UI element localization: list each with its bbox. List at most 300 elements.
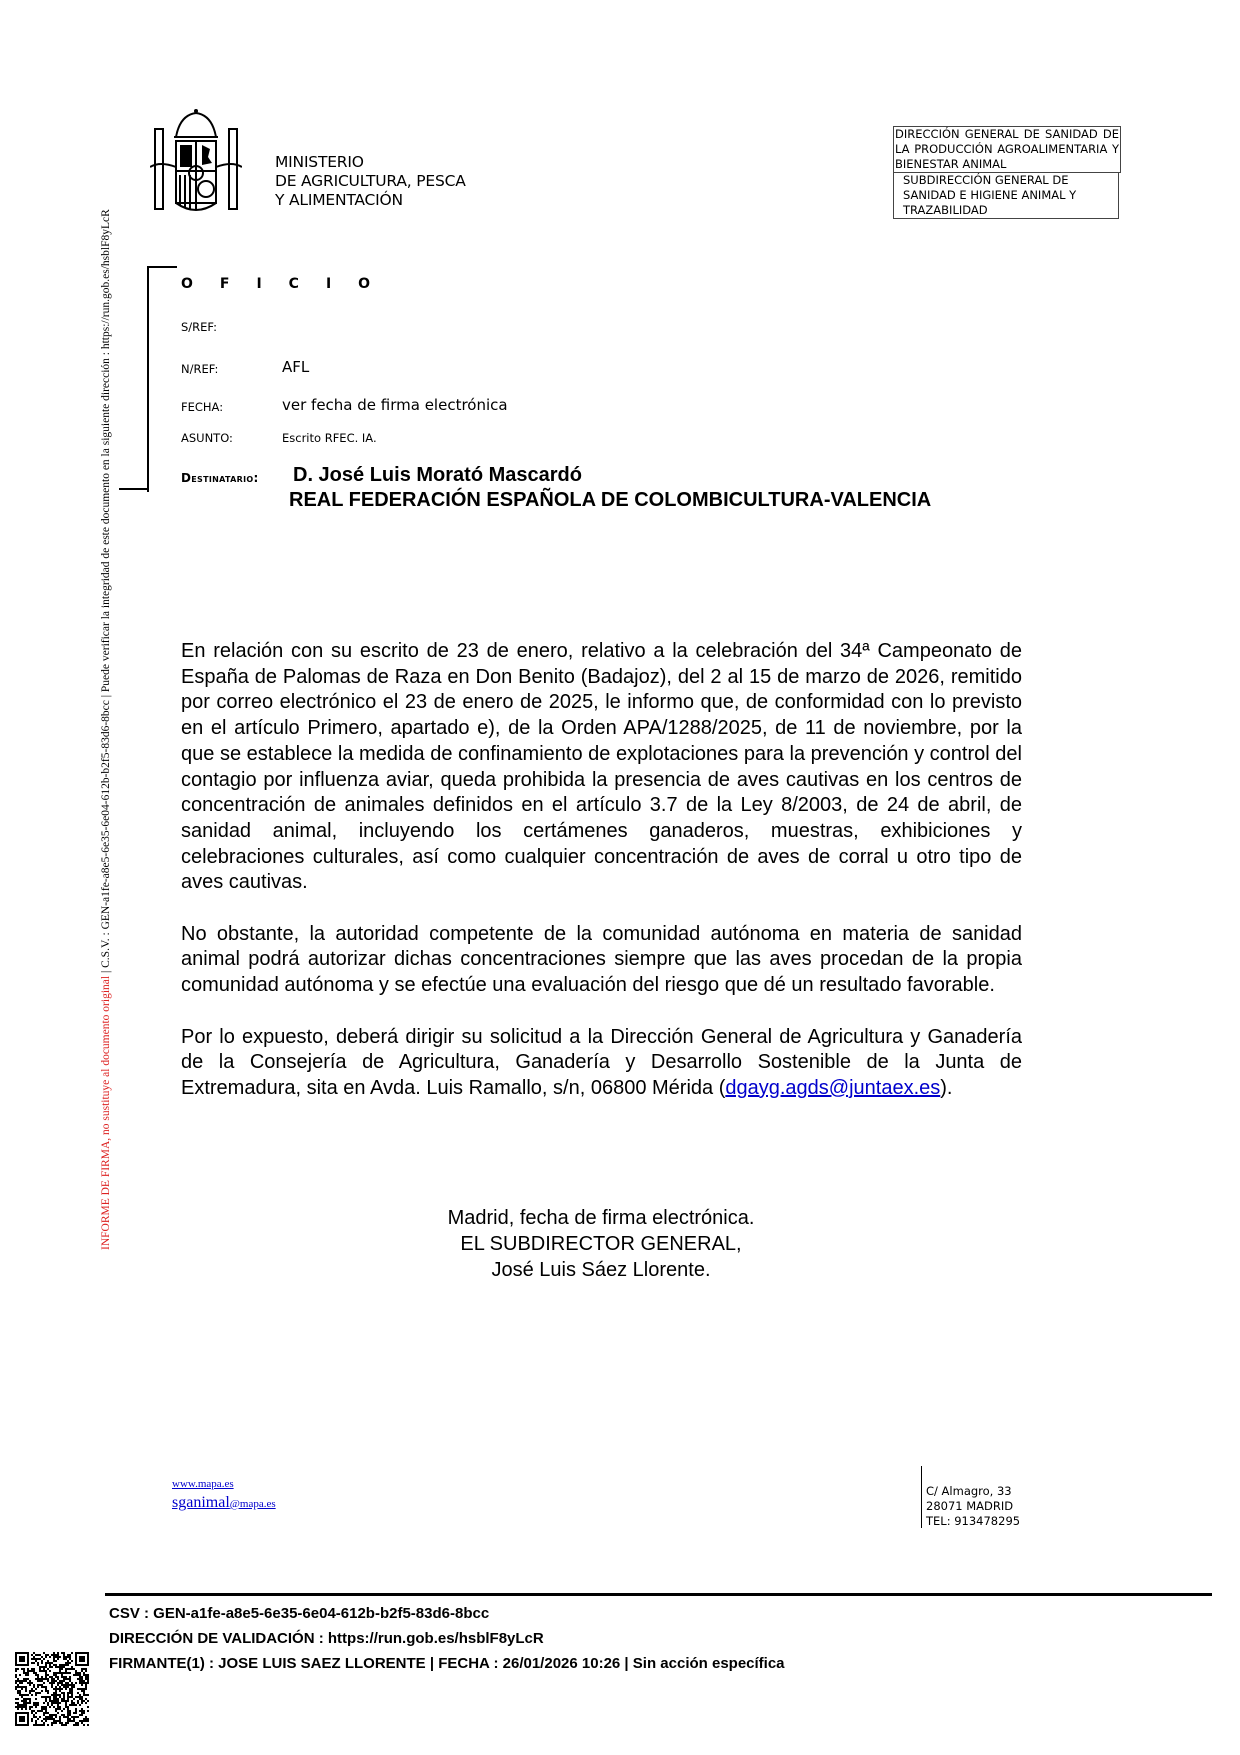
qr-module bbox=[49, 1706, 51, 1708]
qr-module bbox=[25, 1702, 27, 1704]
qr-module bbox=[47, 1716, 49, 1718]
qr-module bbox=[17, 1680, 19, 1682]
qr-module bbox=[35, 1672, 37, 1674]
qr-module bbox=[59, 1688, 61, 1690]
qr-module bbox=[43, 1712, 45, 1714]
qr-module bbox=[65, 1670, 67, 1672]
qr-module bbox=[69, 1714, 71, 1716]
qr-module bbox=[57, 1652, 59, 1654]
qr-module bbox=[23, 1694, 25, 1696]
qr-module bbox=[31, 1690, 33, 1692]
qr-module bbox=[65, 1684, 67, 1686]
qr-module bbox=[15, 1698, 17, 1700]
qr-module bbox=[67, 1678, 69, 1680]
nref-label: N/REF: bbox=[181, 362, 219, 376]
qr-module bbox=[57, 1706, 59, 1708]
qr-module bbox=[45, 1662, 47, 1664]
qr-module bbox=[45, 1708, 47, 1710]
qr-module bbox=[63, 1676, 65, 1678]
qr-module bbox=[55, 1708, 57, 1710]
qr-module bbox=[43, 1682, 45, 1684]
qr-module bbox=[23, 1702, 25, 1704]
qr-module bbox=[51, 1724, 53, 1726]
qr-module bbox=[85, 1686, 87, 1688]
qr-module bbox=[33, 1652, 35, 1654]
qr-module bbox=[67, 1716, 69, 1718]
qr-module bbox=[33, 1670, 35, 1672]
qr-module bbox=[51, 1684, 53, 1686]
qr-module bbox=[77, 1716, 79, 1718]
qr-module bbox=[77, 1678, 79, 1680]
qr-module bbox=[53, 1674, 55, 1676]
qr-module bbox=[75, 1696, 77, 1698]
qr-module bbox=[63, 1716, 65, 1718]
footer-rule bbox=[105, 1593, 1212, 1596]
qr-module bbox=[69, 1684, 71, 1686]
qr-module bbox=[37, 1710, 39, 1712]
qr-module bbox=[45, 1706, 47, 1708]
qr-module bbox=[43, 1706, 45, 1708]
qr-module bbox=[61, 1680, 63, 1682]
qr-module bbox=[37, 1692, 39, 1694]
qr-module bbox=[67, 1706, 69, 1708]
email-domain: @mapa.es bbox=[229, 1498, 276, 1510]
qr-module bbox=[57, 1712, 59, 1714]
signature-block bbox=[301, 1205, 901, 1283]
qr-module bbox=[47, 1678, 49, 1680]
qr-module bbox=[47, 1680, 49, 1682]
qr-module bbox=[67, 1668, 69, 1670]
side-verification-text bbox=[100, 110, 112, 1250]
qr-module bbox=[77, 1692, 79, 1694]
qr-module bbox=[19, 1680, 21, 1682]
qr-module bbox=[81, 1710, 83, 1712]
contact-email-link[interactable] bbox=[172, 1494, 276, 1511]
qr-module bbox=[49, 1700, 51, 1702]
qr-module bbox=[65, 1704, 67, 1706]
qr-module bbox=[55, 1672, 57, 1674]
qr-module bbox=[59, 1706, 61, 1708]
qr-module bbox=[61, 1688, 63, 1690]
qr-module bbox=[39, 1658, 41, 1660]
qr-module bbox=[55, 1654, 57, 1656]
qr-module bbox=[33, 1724, 35, 1726]
qr-module bbox=[31, 1710, 33, 1712]
qr-module bbox=[35, 1724, 37, 1726]
ministry-line: DE AGRICULTURA, PESCA bbox=[275, 172, 466, 190]
qr-module bbox=[55, 1702, 57, 1704]
qr-module bbox=[73, 1686, 75, 1688]
qr-module bbox=[43, 1696, 45, 1698]
qr-module bbox=[79, 1678, 81, 1680]
qr-module bbox=[45, 1666, 47, 1668]
qr-module bbox=[45, 1690, 47, 1692]
qr-module bbox=[67, 1686, 69, 1688]
qr-module bbox=[45, 1676, 47, 1678]
qr-module bbox=[81, 1696, 83, 1698]
qr-module bbox=[67, 1712, 69, 1714]
qr-finder bbox=[79, 1656, 85, 1662]
qr-module bbox=[81, 1702, 83, 1704]
qr-module bbox=[43, 1724, 45, 1726]
qr-module bbox=[25, 1688, 27, 1690]
qr-module bbox=[69, 1710, 71, 1712]
qr-module bbox=[67, 1714, 69, 1716]
qr-module bbox=[45, 1656, 47, 1658]
signer-info: FIRMANTE(1) : JOSE LUIS SAEZ LLORENTE | FECHA : 26/01/2026 10:26 | Sin acción específica bbox=[109, 1655, 785, 1672]
qr-module bbox=[59, 1664, 61, 1666]
qr-module bbox=[85, 1684, 87, 1686]
qr-module bbox=[53, 1720, 55, 1722]
qr-module bbox=[57, 1682, 59, 1684]
qr-module bbox=[83, 1724, 85, 1726]
csv-code: CSV : GEN-a1fe-a8e5-6e35-6e04-612b-b2f5-83d6-8bcc bbox=[109, 1605, 490, 1622]
qr-module bbox=[57, 1676, 59, 1678]
qr-module bbox=[21, 1694, 23, 1696]
qr-module bbox=[19, 1690, 21, 1692]
qr-module bbox=[53, 1654, 55, 1656]
qr-module bbox=[55, 1716, 57, 1718]
qr-module bbox=[51, 1694, 53, 1696]
qr-module bbox=[25, 1708, 27, 1710]
qr-module bbox=[53, 1714, 55, 1716]
qr-module bbox=[81, 1698, 83, 1700]
qr-module bbox=[41, 1676, 43, 1678]
side-warning: INFORME DE FIRMA, no sustituye al documento original bbox=[100, 975, 112, 1250]
qr-module bbox=[63, 1680, 65, 1682]
destinatario-org: REAL FEDERACIÓN ESPAÑOLA DE COLOMBICULTURA-VALENCIA bbox=[289, 489, 932, 511]
qr-module bbox=[59, 1682, 61, 1684]
qr-module bbox=[81, 1678, 83, 1680]
qr-module bbox=[61, 1666, 63, 1668]
qr-module bbox=[43, 1668, 45, 1670]
qr-module bbox=[85, 1718, 87, 1720]
qr-module bbox=[65, 1664, 67, 1666]
qr-module bbox=[65, 1662, 67, 1664]
qr-module bbox=[61, 1700, 63, 1702]
qr-module bbox=[15, 1676, 17, 1678]
qr-module bbox=[23, 1706, 25, 1708]
qr-module bbox=[21, 1704, 23, 1706]
qr-module bbox=[87, 1710, 89, 1712]
qr-module bbox=[31, 1662, 33, 1664]
qr-module bbox=[63, 1664, 65, 1666]
qr-module bbox=[17, 1706, 19, 1708]
qr-module bbox=[51, 1662, 53, 1664]
fecha-value: ver fecha de firma electrónica bbox=[282, 396, 508, 414]
qr-module bbox=[29, 1708, 31, 1710]
qr-module bbox=[61, 1684, 63, 1686]
destinatario-label: Destinatario: bbox=[181, 471, 259, 485]
qr-module bbox=[57, 1700, 59, 1702]
qr-module bbox=[71, 1666, 73, 1668]
qr-module bbox=[67, 1694, 69, 1696]
qr-module bbox=[59, 1666, 61, 1668]
qr-module bbox=[37, 1680, 39, 1682]
qr-module bbox=[17, 1698, 19, 1700]
qr-module bbox=[61, 1664, 63, 1666]
qr-module bbox=[63, 1698, 65, 1700]
qr-module bbox=[29, 1698, 31, 1700]
qr-module bbox=[79, 1720, 81, 1722]
qr-module bbox=[57, 1688, 59, 1690]
qr-module bbox=[87, 1706, 89, 1708]
qr-module bbox=[65, 1724, 67, 1726]
qr-module bbox=[79, 1680, 81, 1682]
qr-module bbox=[49, 1682, 51, 1684]
qr-module bbox=[83, 1718, 85, 1720]
footer-links bbox=[172, 1478, 276, 1512]
qr-module bbox=[65, 1688, 67, 1690]
qr-module bbox=[57, 1702, 59, 1704]
qr-module bbox=[63, 1694, 65, 1696]
qr-module bbox=[79, 1694, 81, 1696]
qr-module bbox=[57, 1654, 59, 1656]
qr-module bbox=[47, 1696, 49, 1698]
email-link[interactable]: dgayg.agds@juntaex.es bbox=[725, 1076, 941, 1099]
qr-module bbox=[75, 1672, 77, 1674]
qr-module bbox=[79, 1714, 81, 1716]
qr-module bbox=[87, 1678, 89, 1680]
qr-module bbox=[41, 1696, 43, 1698]
qr-module bbox=[25, 1672, 27, 1674]
qr-code bbox=[15, 1652, 89, 1726]
bracket-divider bbox=[147, 266, 177, 492]
qr-module bbox=[49, 1656, 51, 1658]
qr-module bbox=[39, 1684, 41, 1686]
qr-module bbox=[31, 1694, 33, 1696]
qr-module bbox=[87, 1700, 89, 1702]
qr-module bbox=[25, 1678, 27, 1680]
qr-module bbox=[41, 1656, 43, 1658]
paragraph-1: En relación con su escrito de 23 de enero, relativo a la celebración del 34ª Campeonato de España de Palomas de Raza en Don Benito (Badajoz), del 2 al 15 de marzo de 2026, remitido por correo electrónico el 23 de enero de 2025, le informo que, de conformidad con lo previsto en el artículo Primero, apartado e), de la Orden APA/1288/2025, de 11 de noviembre, por la que se establece la medida de confinamiento de explotaciones para la prevención y control del contagio por influenza aviar, queda prohibida la presencia de aves cautivas en los centros de concentración de animales definidos en el artículo 3.7 de la Ley 8/2003, de 24 de abril, de sanidad animal, incluyendo los certámenes ganaderos, muestras, exhibiciones y celebraciones culturales, así como cualquier concentración de aves de corral u otro tipo de aves cautivas. bbox=[181, 640, 1022, 894]
qr-module bbox=[15, 1668, 17, 1670]
qr-module bbox=[43, 1652, 45, 1654]
qr-module bbox=[63, 1658, 65, 1660]
qr-module bbox=[57, 1698, 59, 1700]
qr-module bbox=[83, 1668, 85, 1670]
qr-module bbox=[87, 1676, 89, 1678]
qr-module bbox=[85, 1694, 87, 1696]
qr-module bbox=[79, 1672, 81, 1674]
qr-module bbox=[17, 1678, 19, 1680]
qr-module bbox=[27, 1682, 29, 1684]
qr-module bbox=[51, 1704, 53, 1706]
qr-module bbox=[43, 1702, 45, 1704]
qr-module bbox=[35, 1702, 37, 1704]
qr-module bbox=[17, 1690, 19, 1692]
qr-module bbox=[63, 1714, 65, 1716]
qr-module bbox=[59, 1716, 61, 1718]
qr-module bbox=[63, 1724, 65, 1726]
qr-module bbox=[53, 1688, 55, 1690]
qr-module bbox=[67, 1710, 69, 1712]
qr-module bbox=[67, 1656, 69, 1658]
qr-module bbox=[69, 1690, 71, 1692]
qr-module bbox=[67, 1664, 69, 1666]
qr-module bbox=[55, 1680, 57, 1682]
qr-module bbox=[45, 1674, 47, 1676]
qr-module bbox=[73, 1712, 75, 1714]
qr-module bbox=[45, 1688, 47, 1690]
qr-module bbox=[17, 1704, 19, 1706]
qr-module bbox=[81, 1712, 83, 1714]
qr-module bbox=[75, 1682, 77, 1684]
qr-module bbox=[45, 1654, 47, 1656]
qr-module bbox=[15, 1688, 17, 1690]
qr-module bbox=[59, 1656, 61, 1658]
qr-module bbox=[67, 1662, 69, 1664]
qr-module bbox=[39, 1680, 41, 1682]
qr-module bbox=[51, 1686, 53, 1688]
qr-module bbox=[79, 1682, 81, 1684]
qr-module bbox=[37, 1702, 39, 1704]
qr-module bbox=[79, 1696, 81, 1698]
qr-module bbox=[57, 1658, 59, 1660]
qr-module bbox=[37, 1718, 39, 1720]
qr-module bbox=[85, 1678, 87, 1680]
qr-module bbox=[31, 1718, 33, 1720]
qr-module bbox=[81, 1680, 83, 1682]
qr-module bbox=[19, 1686, 21, 1688]
qr-module bbox=[33, 1684, 35, 1686]
qr-module bbox=[49, 1696, 51, 1698]
qr-module bbox=[31, 1712, 33, 1714]
qr-module bbox=[17, 1668, 19, 1670]
qr-module bbox=[51, 1680, 53, 1682]
qr-module bbox=[85, 1702, 87, 1704]
qr-module bbox=[21, 1668, 23, 1670]
qr-module bbox=[47, 1692, 49, 1694]
qr-module bbox=[19, 1682, 21, 1684]
bracket-foot bbox=[119, 488, 149, 490]
qr-module bbox=[41, 1686, 43, 1688]
qr-module bbox=[35, 1692, 37, 1694]
qr-module bbox=[75, 1704, 77, 1706]
qr-module bbox=[67, 1718, 69, 1720]
qr-module bbox=[67, 1722, 69, 1724]
qr-module bbox=[73, 1724, 75, 1726]
qr-module bbox=[41, 1710, 43, 1712]
qr-module bbox=[35, 1706, 37, 1708]
qr-module bbox=[33, 1686, 35, 1688]
qr-module bbox=[81, 1722, 83, 1724]
qr-module bbox=[43, 1670, 45, 1672]
qr-module bbox=[47, 1724, 49, 1726]
qr-module bbox=[17, 1692, 19, 1694]
email-user: sganimal bbox=[172, 1494, 230, 1511]
ministry-name bbox=[275, 153, 466, 210]
qr-module bbox=[55, 1690, 57, 1692]
qr-module bbox=[51, 1702, 53, 1704]
qr-module bbox=[53, 1680, 55, 1682]
qr-module bbox=[69, 1662, 71, 1664]
qr-module bbox=[69, 1654, 71, 1656]
qr-module bbox=[81, 1690, 83, 1692]
qr-module bbox=[61, 1714, 63, 1716]
qr-module bbox=[53, 1672, 55, 1674]
address-line: C/ Almagro, 33 bbox=[926, 1484, 1012, 1498]
paragraph-3-end: ). bbox=[940, 1076, 953, 1099]
qr-module bbox=[63, 1686, 65, 1688]
qr-module bbox=[25, 1690, 27, 1692]
qr-module bbox=[67, 1654, 69, 1656]
qr-module bbox=[23, 1668, 25, 1670]
qr-module bbox=[45, 1718, 47, 1720]
qr-module bbox=[27, 1694, 29, 1696]
qr-module bbox=[65, 1700, 67, 1702]
qr-module bbox=[41, 1690, 43, 1692]
qr-module bbox=[81, 1668, 83, 1670]
qr-module bbox=[47, 1702, 49, 1704]
qr-module bbox=[37, 1664, 39, 1666]
qr-module bbox=[85, 1668, 87, 1670]
qr-module bbox=[37, 1658, 39, 1660]
qr-module bbox=[41, 1706, 43, 1708]
qr-module bbox=[41, 1724, 43, 1726]
oficio-title: OFICIO bbox=[181, 276, 398, 292]
qr-module bbox=[15, 1680, 17, 1682]
qr-module bbox=[31, 1682, 33, 1684]
letter-body bbox=[181, 639, 1022, 1127]
qr-module bbox=[51, 1722, 53, 1724]
qr-module bbox=[37, 1676, 39, 1678]
website-link[interactable]: www.mapa.es bbox=[172, 1478, 234, 1490]
qr-module bbox=[59, 1668, 61, 1670]
qr-module bbox=[53, 1692, 55, 1694]
qr-module bbox=[29, 1690, 31, 1692]
qr-module bbox=[39, 1654, 41, 1656]
qr-module bbox=[35, 1704, 37, 1706]
sref-label: S/REF: bbox=[181, 320, 218, 334]
qr-module bbox=[43, 1678, 45, 1680]
qr-module bbox=[33, 1656, 35, 1658]
qr-module bbox=[79, 1704, 81, 1706]
paragraph-3-text: Por lo expuesto, deberá dirigir su solicitud a la Dirección General de Agricultura y Ganadería de la Consejería de Agricultura, Ganadería y Desarrollo Sostenible de la Junta de Extremadura, sita en Avda. Luis Ramallo, s/n, 06800 Mérida ( bbox=[181, 1025, 1022, 1099]
qr-module bbox=[75, 1712, 77, 1714]
qr-module bbox=[19, 1694, 21, 1696]
qr-module bbox=[33, 1668, 35, 1670]
qr-module bbox=[45, 1686, 47, 1688]
qr-module bbox=[15, 1702, 17, 1704]
qr-module bbox=[71, 1686, 73, 1688]
qr-module bbox=[49, 1714, 51, 1716]
qr-module bbox=[87, 1694, 89, 1696]
qr-module bbox=[55, 1666, 57, 1668]
signature-name: José Luis Sáez Llorente. bbox=[491, 1259, 711, 1281]
qr-module bbox=[25, 1700, 27, 1702]
qr-module bbox=[45, 1670, 47, 1672]
qr-module bbox=[43, 1708, 45, 1710]
qr-module bbox=[55, 1660, 57, 1662]
direccion-general-box: DIRECCIÓN GENERAL DE SANIDAD DE LA PRODUCCIÓN AGROALIMENTARIA Y BIENESTAR ANIMAL bbox=[895, 127, 1119, 171]
qr-module bbox=[79, 1674, 81, 1676]
qr-module bbox=[67, 1700, 69, 1702]
signature-place: Madrid, fecha de firma electrónica. bbox=[447, 1207, 755, 1229]
qr-module bbox=[55, 1710, 57, 1712]
qr-module bbox=[67, 1708, 69, 1710]
qr-module bbox=[63, 1672, 65, 1674]
qr-module bbox=[83, 1720, 85, 1722]
qr-module bbox=[35, 1654, 37, 1656]
qr-module bbox=[41, 1666, 43, 1668]
qr-module bbox=[71, 1700, 73, 1702]
qr-module bbox=[31, 1668, 33, 1670]
footer-address bbox=[921, 1466, 1020, 1528]
qr-module bbox=[71, 1704, 73, 1706]
qr-module bbox=[35, 1722, 37, 1724]
qr-module bbox=[69, 1668, 71, 1670]
